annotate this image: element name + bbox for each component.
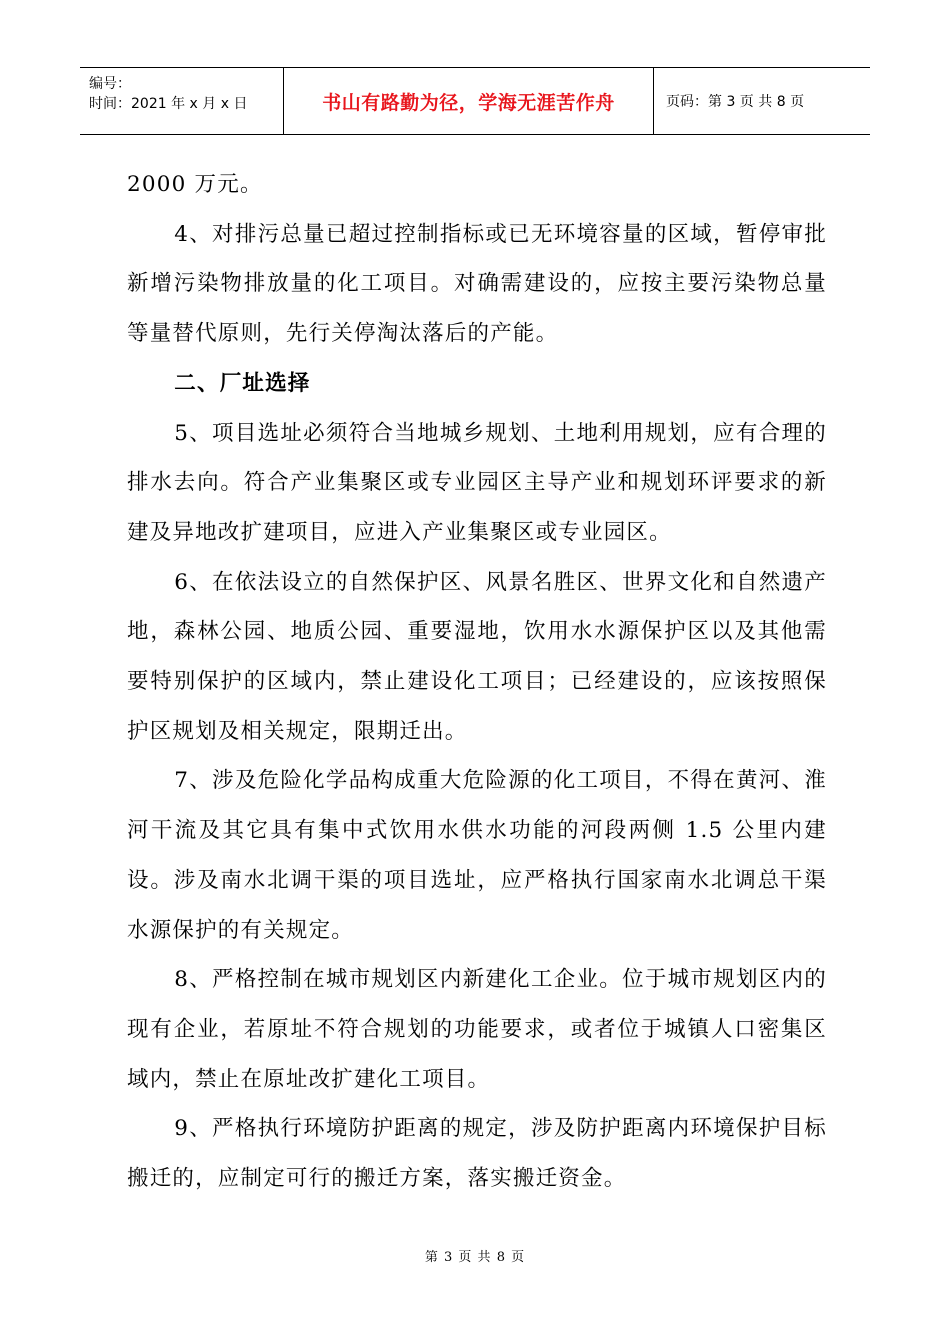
paragraph-item-7: 7、涉及危险化学品构成重大危险源的化工项目，不得在黄河、淮河干流及其它具有集中式饮用水供水功能的河段两侧 1.5 公里内建设。涉及南水北调干渠的项目选址，应严格执行国家南水北调总干渠水源保护的有关规定。 [127, 768, 827, 943]
header-motto-cell [284, 68, 654, 134]
paragraph-item-8: 8、严格控制在城市规划区内新建化工企业。位于城市规划区内的现有企业，若原址不符合规划的功能要求，或者位于城镇人口密集区域内，禁止在原址改扩建化工项目。 [127, 967, 827, 1092]
document-body [127, 160, 827, 1204]
page-footer: 第 3 页 共 8 页 [424, 1250, 526, 1265]
paragraph-continuation: 2000 万元。 [127, 172, 263, 197]
paragraph-item-5: 5、项目选址必须符合当地城乡规划、土地利用规划，应有合理的排水去向。符合产业集聚区或专业园区主导产业和规划环评要求的新建及异地改扩建项目，应进入产业集聚区或专业园区。 [127, 420, 827, 545]
section-heading: 二、厂址选择 [174, 370, 311, 396]
header-meta-cell [80, 68, 284, 134]
document-header [80, 67, 870, 135]
paragraph-item-9: 9、严格执行环境防护距离的规定，涉及防护距离内环境保护目标搬迁的，应制定可行的搬迁方案，落实搬迁资金。 [127, 1116, 827, 1192]
document-number-label: 编号： [89, 76, 131, 92]
paragraph-item-6: 6、在依法设立的自然保护区、风景名胜区、世界文化和自然遗产地，森林公园、地质公园、重要湿地，饮用水水源保护区以及其他需要特别保护的区域内，禁止建设化工项目；已经建设的，应该按照保护区规划及相关规定，限期迁出。 [127, 569, 827, 744]
document-time-label: 时间：2021 年 x 月 x 日 [89, 96, 248, 112]
header-motto: 书山有路勤为径，学海无涯苦作舟 [322, 91, 615, 114]
paragraph-item-4: 4、对排污总量已超过控制指标或已无环境容量的区域，暂停审批新增污染物排放量的化工项目。对确需建设的，应按主要污染物总量等量替代原则，先行关停淘汰落后的产能。 [127, 221, 827, 347]
header-page-cell [654, 68, 870, 134]
header-page-label: 页码：第 3 页 共 8 页 [666, 94, 805, 110]
